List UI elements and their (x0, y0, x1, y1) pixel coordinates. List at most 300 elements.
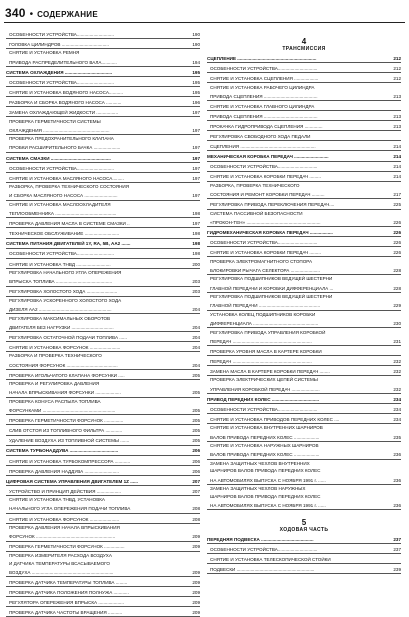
toc-entry-page: 226 (393, 250, 401, 256)
toc-entry-title: ПРОВЕРКА ИЗМЕРИТЕЛЯ РАСХОДА ВОЗДУХА (9, 552, 112, 558)
toc-entry-page: 230 (393, 320, 401, 326)
toc-entry-title: ПРИВОДА РАСПРЕДЕЛИТЕЛЬНОГО ВАЛА............ (9, 59, 117, 65)
toc-entry-page: 206 (192, 458, 200, 464)
toc-entry[interactable] (6, 125, 200, 135)
toc-entry[interactable] (6, 218, 200, 228)
toc-entry-page: 236 (393, 452, 401, 458)
toc-entry-page: 228 (393, 267, 401, 273)
toc-entry[interactable] (6, 542, 200, 552)
toc-entry-title: СИСТЕМА ТУРБОНАДДУВА ...................................... (6, 448, 119, 454)
toc-entry[interactable] (6, 531, 200, 541)
toc-entry-page: 197 (192, 145, 200, 151)
section-title: ХОДОВАЯ ЧАСТЬ (279, 527, 329, 534)
toc-entry-page: 195 (192, 79, 200, 85)
toc-entry[interactable] (207, 564, 401, 574)
toc-entry[interactable] (6, 360, 200, 370)
toc-entry-page: 205 (192, 428, 200, 434)
toc-entry-page: 203 (192, 289, 200, 295)
toc-entry-page: 198 (192, 211, 200, 217)
toc-entry[interactable] (6, 486, 200, 496)
toc-entry[interactable] (6, 607, 200, 617)
toc-entry[interactable] (207, 275, 401, 283)
toc-entry[interactable] (207, 394, 401, 404)
toc-entry-page: 205 (192, 372, 200, 378)
toc-entry-title: СНЯТИЕ И УСТАНОВКА ТНВД ........................... (9, 261, 111, 267)
toc-entry-page: 226 (393, 240, 401, 246)
toc-entry-title: СНЯТИЕ И УСТАНОВКА СЦЕПЛЕНИЯ ................... (210, 75, 319, 81)
toc-entry-title: ПРОВЕРКА ГЕРМЕТИЧНОСТИ СИСТЕМЫ (9, 118, 101, 124)
toc-entry[interactable] (207, 500, 401, 510)
toc-entry-title: УПРАВЛЕНИЯ КОРОБКОЙ ПЕРЕДАЧ ...................... (210, 386, 320, 392)
toc-entry-page: 208 (192, 506, 200, 512)
toc-entry[interactable] (207, 414, 401, 424)
toc-entry-title: РЕГУЛИРОВКА ОСТАТОЧНОЙ ПОДАЧИ ТОПЛИВА ...... (9, 334, 127, 340)
toc-entry[interactable] (6, 239, 200, 249)
toc-entry[interactable] (207, 492, 401, 500)
toc-entry-page: 209 (192, 589, 200, 595)
toc-entry[interactable] (207, 83, 401, 91)
toc-entry[interactable] (6, 597, 200, 607)
toc-entry-title: ДИЗЕЛЯ АА2 ......................................................... (9, 307, 112, 313)
toc-entry-title: СИСТЕМА ПИТАНИЯ ДВИГАТЕЛЕЙ 1Y, RA, 5В, АА2 ....... (6, 241, 131, 247)
toc-entry[interactable] (6, 425, 200, 435)
toc-entry[interactable] (6, 524, 200, 532)
toc-entry-title: ПРОВЕРКА ПРЕДОХРАНИТЕЛЬНОГО КЛАПАНА (9, 136, 114, 142)
toc-entry[interactable] (207, 328, 401, 336)
toc-entry[interactable] (6, 153, 200, 163)
toc-entry-title: ПРОВЕРКА ДАВЛЕНИЯ МАСЛА В СИСТЕМЕ СМАЗКИ .. (9, 221, 130, 227)
toc-entry[interactable] (6, 276, 200, 286)
toc-entry[interactable] (6, 415, 200, 425)
toc-entry[interactable] (207, 189, 401, 199)
toc-entry-title: СОСТОЯНИЯ И РЕМОНТ КОРОБКИ ПЕРЕДАЧ .......... (210, 192, 325, 198)
toc-entry-title: ВАЛОВ ПРИВОДА ПЕРЕДНИХ КОЛЕС .................... (210, 434, 320, 440)
toc-entry[interactable] (207, 404, 401, 414)
toc-entry[interactable] (6, 332, 200, 342)
toc-entry-page: 208 (192, 516, 200, 522)
toc-right-column (207, 29, 401, 574)
toc-entry[interactable] (6, 559, 200, 567)
toc-entry-title: СНЯТИЕ И УСТАНОВКА ВНУТРЕННИХ ШАРНИРОВ (210, 425, 323, 431)
toc-entry[interactable] (207, 217, 401, 227)
toc-entry-title: ОСОБЕННОСТИ УСТРОЙСТВА............................... (210, 546, 318, 552)
toc-entry[interactable] (207, 449, 401, 459)
toc-entry-title: ШАРНИРОВ ВАЛОВ ПРИВОДА ПЕРЕДНИХ КОЛЕС (210, 493, 321, 499)
toc-entry[interactable] (6, 476, 200, 486)
toc-entry-page: 204 (192, 344, 200, 350)
toc-section-heading (207, 29, 401, 53)
toc-entry[interactable] (207, 283, 401, 293)
toc-entry[interactable] (6, 39, 200, 49)
toc-entry[interactable] (6, 514, 200, 524)
toc-entry[interactable] (207, 346, 401, 356)
toc-entry[interactable] (207, 101, 401, 111)
toc-entry-page: 214 (393, 164, 401, 170)
toc-entry-title: ОСОБЕННОСТИ УСТРОЙСТВА............................. (9, 251, 114, 257)
toc-entry[interactable] (207, 247, 401, 257)
toc-entry-title: ПРОВЕРКА И РЕГУЛИРОВКА ДАВЛЕНИЯ (9, 381, 100, 387)
toc-entry[interactable] (6, 287, 200, 297)
toc-entry[interactable] (207, 534, 401, 544)
toc-entry-title: СНЯТИЕ И УСТАНОВКА КОРОБКИ ПЕРЕДАЧ ......... (210, 174, 321, 180)
toc-entry-title: СЦЕПЛЕНИЯ ........................................................... (210, 144, 316, 150)
toc-entry-title: СНЯТИЕ И УСТАНОВКА ТЕЛЕСКОПИЧЕСКОЙ СТОЙКИ (210, 557, 331, 563)
toc-entry-title: СНЯТИЕ И УСТАНОВКА ФОРСУНОК ........................ (9, 344, 121, 350)
toc-entry-page: 204 (192, 324, 200, 330)
toc-entry-title: УДАЛЕНИЕ ВОЗДУХА ИЗ ТОПЛИВНОЙ СИСТЕМЫ ....... (9, 438, 130, 444)
toc-entry-title: СНЯТИЕ И УСТАНОВКА МАСЛООХЛАДИТЕЛЯ (9, 201, 111, 207)
toc-entry-title: ПРОБКИ РАСШИРИТЕЛЬНОГО БАЧКА ..................... (9, 145, 121, 151)
toc-entry-page: 234 (393, 406, 401, 412)
toc-entry-title: ПРОВЕРКА ЭЛЕКТРИЧЕСКИХ ЦЕПЕЙ СИСТЕМЫ (210, 377, 318, 383)
toc-entry[interactable] (207, 442, 401, 450)
toc-entry-page: 204 (192, 362, 200, 368)
toc-entry-title: УСТРОЙСТВО И ПРИНЦИП ДЕЙСТВИЯ ................... (9, 488, 121, 494)
toc-entry-title: РЕГУЛИРОВКА МАКСИМАЛЬНЫХ ОБОРОТОВ (9, 315, 111, 321)
toc-entry-page: 214 (393, 144, 401, 150)
toc-entry[interactable] (6, 117, 200, 125)
toc-entry[interactable] (6, 173, 200, 183)
toc-entry-page: 236 (393, 477, 401, 483)
toc-entry-title: ВАЛОВ ПРИВОДА ПЕРЕДНИХ КОЛЕС .................... (210, 452, 320, 458)
toc-entry[interactable] (207, 210, 401, 218)
toc-entry[interactable] (207, 544, 401, 554)
toc-entry-title: ПРИВОД ПЕРЕДНИХ КОЛЕС ..................................... (207, 396, 320, 402)
toc-entry[interactable] (6, 107, 200, 117)
toc-entry-title: РЕГУЛЯТОРА ОПЕРЕЖЕНИЯ ВПРЫСКА .................... (9, 599, 124, 605)
toc-entry-page: 214 (393, 154, 401, 160)
toc-entry[interactable] (6, 49, 200, 57)
toc-entry-page: 225 (393, 202, 401, 208)
toc-entry[interactable] (6, 29, 200, 39)
toc-entry-title: СНЯТИЕ И УСТАНОВКА ТУРБОКОМПРЕССОРА ............ (9, 458, 131, 464)
toc-entry-title: ОХЛАЖДЕНИЯ .................................................... (9, 127, 110, 133)
toc-entry-page: 205 (192, 408, 200, 414)
toc-entry-title: ЦИФРОВАЯ СИСТЕМА УПРАВЛЕНИЯ ДВИГАТЕЛЕМ 1Z ...... (6, 478, 138, 484)
toc-entry-page: 209 (192, 579, 200, 585)
toc-entry[interactable] (207, 265, 401, 275)
toc-entry[interactable] (6, 405, 200, 415)
toc-entry-title: ЗАМЕНА МАСЛА В КАРТЕРЕ КОРОБКИ ПЕРЕДАЧ ........ (210, 368, 330, 374)
toc-entry[interactable] (6, 370, 200, 380)
toc-entry-page: 213 (393, 93, 401, 99)
toc-entry[interactable] (6, 57, 200, 67)
toc-entry[interactable] (6, 249, 200, 259)
toc-entry[interactable] (6, 466, 200, 476)
toc-entry[interactable] (6, 577, 200, 587)
toc-entry[interactable] (6, 552, 200, 560)
toc-entry-title: СНЯТИЕ И УСТАНОВКА ВОДЯНОГО НАСОСА........... (9, 89, 123, 95)
toc-entry-title: СИСТЕМА СМАЗКИ ............................................... (6, 155, 111, 161)
toc-entry-page: 197 (192, 193, 200, 199)
toc-entry[interactable] (6, 496, 200, 504)
toc-entry-page: 237 (393, 546, 401, 552)
toc-entry[interactable] (6, 67, 200, 77)
toc-entry[interactable] (6, 446, 200, 456)
toc-entry-title: ПЕРЕДНЯЯ ПОДВЕСКА ......................................... (207, 536, 314, 542)
toc-entry-page: 205 (192, 438, 200, 444)
toc-entry[interactable] (6, 587, 200, 597)
toc-entry[interactable] (207, 91, 401, 101)
toc-entry[interactable] (6, 183, 200, 191)
toc-entry-title: СНЯТИЕ И УСТАНОВКА МАСЛЯНОГО НАСОСА......... (9, 175, 124, 181)
toc-entry-page: 232 (393, 386, 401, 392)
toc-entry-title: ПРОВЕРКА ДАВЛЕНИЯ НАЧАЛА ВПРЫСКИВАНИЯ (9, 525, 120, 531)
toc-left-column (6, 29, 200, 617)
toc-entry-title: СНЯТИЕ И УСТАНОВКА РЕМНЯ (9, 50, 80, 56)
toc-entry[interactable] (6, 228, 200, 238)
toc-entry[interactable] (6, 259, 200, 269)
toc-entry-page: 226 (393, 229, 401, 235)
toc-entry-title: ПРОВЕРКА УРОВНЯ МАСЛА В КАРТЕРЕ КОРОБКИ (210, 348, 322, 354)
toc-entry-title: РЕГУЛИРОВКА ПОДШИПНИКОВ ВЕДУЩЕЙ ШЕСТЕРНИ (210, 276, 333, 282)
toc-entry-page: 213 (393, 113, 401, 119)
toc-entry-page: 209 (192, 569, 200, 575)
toc-entry-page: 198 (192, 251, 200, 257)
toc-entry[interactable] (6, 436, 200, 446)
toc-entry[interactable] (207, 432, 401, 442)
toc-entry-title: ОСОБЕННОСТИ УСТРОЙСТВА............................... (210, 65, 318, 71)
toc-entry-page: 190 (192, 41, 200, 47)
toc-entry-page: 226 (393, 219, 401, 225)
toc-entry[interactable] (207, 199, 401, 209)
toc-entry[interactable] (6, 504, 200, 514)
toc-entry[interactable] (6, 87, 200, 97)
toc-entry-title: ПОДВЕСКИ ............................................................. (210, 567, 315, 573)
toc-entry-title: ОСОБЕННОСТИ УСТРОЙСТВА............................. (9, 31, 114, 37)
toc-entry[interactable] (207, 554, 401, 564)
toc-entry-title: ОСОБЕННОСТИ УСТРОЙСТВА............................. (9, 165, 114, 171)
toc-entry[interactable] (207, 356, 401, 366)
toc-entry[interactable] (207, 366, 401, 376)
toc-entry-page: 228 (393, 285, 401, 291)
toc-entry[interactable] (6, 208, 200, 218)
toc-entry[interactable] (207, 162, 401, 172)
toc-entry-page: 236 (393, 502, 401, 508)
toc-entry-title: СЦЕПЛЕНИЕ .............................................................. (207, 55, 317, 61)
toc-entry-page: 197 (192, 155, 200, 161)
toc-entry[interactable] (207, 293, 401, 301)
toc-entry-page: 195 (192, 89, 200, 95)
toc-entry[interactable] (207, 121, 401, 131)
toc-entry-title: СНЯТИЕ И УСТАНОВКА ГЛАВНОГО ЦИЛИНДРА (210, 103, 315, 109)
toc-entry-title: ГИДРОМЕХАНИЧЕСКАЯ КОРОБКА ПЕРЕДАЧ .................. (207, 229, 333, 235)
toc-entry-title: ПРИВОДА СЦЕПЛЕНИЯ .......................................... (210, 93, 318, 99)
toc-entry-title: ДИФФЕРЕНЦИАЛА ................................................... (210, 320, 319, 326)
toc-entry[interactable] (207, 336, 401, 346)
toc-entry-page: 190 (192, 31, 200, 37)
toc-entry[interactable] (6, 388, 200, 398)
toc-entry[interactable] (207, 227, 401, 237)
toc-entry-title: «ПРОКОН-ТЕН» .......................................................... (210, 219, 321, 225)
toc-entry[interactable] (6, 314, 200, 322)
toc-entry[interactable] (6, 322, 200, 332)
page-header (5, 6, 98, 20)
toc-entry-page: 194 (192, 59, 200, 65)
toc-entry-page: 212 (393, 55, 401, 61)
toc-entry-page: 209 (192, 599, 200, 605)
toc-entry-page: 209 (192, 610, 200, 616)
toc-entry[interactable] (6, 380, 200, 388)
toc-entry-title: НА АВТОМОБИЛЯХ ВЫПУСКА С НОЯБРЯ 1991 г. ...... (210, 502, 326, 508)
toc-entry[interactable] (6, 191, 200, 201)
toc-entry[interactable] (6, 342, 200, 352)
toc-entry-page: 198 (192, 231, 200, 237)
toc-entry-page: 207 (192, 478, 200, 484)
toc-entry-title: ФОРСУНКАМИ ......................................................... (9, 408, 116, 414)
toc-entry-title: СЛИВ ОТСТОЯ ИЗ ТОПЛИВНОГО ФИЛЬТРА ............. (9, 428, 123, 434)
toc-entry[interactable] (6, 567, 200, 577)
toc-entry-page: 203 (192, 279, 200, 285)
toc-entry-title: ОСОБЕННОСТИ УСТРОЙСТВА............................... (210, 240, 318, 246)
section-title: ТРАНСМИССИЯ (282, 46, 326, 52)
toc-entry-title: ПРИВОДА СЦЕПЛЕНИЯ .......................................... (210, 113, 318, 119)
toc-entry-title: ТЕПЛООБМЕННИКА ................................................ (9, 211, 117, 217)
toc-entry[interactable] (207, 460, 401, 468)
toc-entry-title: СОСТОЯНИЯ ФОРСУНОК ........................................ (9, 362, 118, 368)
toc-entry-title: ФОРСУНОК .............................................................. (9, 534, 116, 540)
toc-entry-title: ОСОБЕННОСТИ УСТРОЙСТВА............................... (210, 406, 318, 412)
toc-entry[interactable] (207, 111, 401, 121)
toc-entry-title: ТЕХНИЧЕСКОЕ ОБСЛУЖИВАНИЕ ........................... (9, 231, 120, 237)
toc-entry[interactable] (6, 352, 200, 360)
toc-entry-page: 212 (393, 75, 401, 81)
toc-entry-page: 206 (192, 448, 200, 454)
toc-entry-page: 197 (192, 221, 200, 227)
toc-entry[interactable] (207, 73, 401, 83)
toc-entry-title: ЗАМЕНА ЗАЩИТНЫХ ЧЕХЛОВ НАРУЖНЫХ (210, 486, 306, 492)
toc-entry[interactable] (6, 163, 200, 173)
header-separator: • (29, 9, 34, 20)
toc-entry-title: ЗАМЕНА ЗАЩИТНЫХ ЧЕХЛОВ ВНУТРЕННИХ (210, 460, 310, 466)
toc-entry-title: ПЕРЕДАЧ .............................................................. (210, 358, 312, 364)
toc-entry-title: РЕГУЛИРОВКА ПОДШИПНИКОВ ВЕДУЩЕЙ ШЕСТЕРНИ (210, 294, 333, 300)
toc-entry-title: ПРОВЕРКА ДАВЛЕНИЯ НАДДУВА ........................... (9, 468, 119, 474)
toc-entry-title: СНЯТИЕ И УСТАНОВКА НАРУЖНЫХ ШАРНИРОВ (210, 443, 319, 449)
toc-entry-title: ДВИГАТЕЛЯ БЕЗ НАГРУЗКИ ................................. (9, 324, 114, 330)
toc-entry-page: 196 (192, 99, 200, 105)
toc-entry[interactable] (207, 384, 401, 394)
toc-entry[interactable] (207, 376, 401, 384)
toc-entry[interactable] (207, 63, 401, 73)
toc-entry-page: 232 (393, 368, 401, 374)
toc-entry[interactable] (207, 257, 401, 265)
toc-entry[interactable] (207, 141, 401, 151)
toc-entry[interactable] (207, 475, 401, 485)
toc-entry[interactable] (207, 237, 401, 247)
toc-entry-page: 234 (393, 396, 401, 402)
toc-entry-page: 206 (192, 468, 200, 474)
toc-entry-page: 200 (192, 261, 200, 267)
toc-entry-title: ПРОВЕРКА ИГОЛЬЧАТОГО КЛАПАНА ФОРСУНКИ ..... (9, 372, 125, 378)
toc-entry-page: 205 (192, 418, 200, 424)
toc-entry-title: ПРОВЕРКА ДАТЧИКА ЧАСТОТЫ ВРАЩЕНИЯ ........... (9, 610, 123, 616)
toc-entry-page: 235 (393, 434, 401, 440)
toc-entry[interactable] (207, 424, 401, 432)
toc-entry[interactable] (6, 456, 200, 466)
toc-entry[interactable] (207, 172, 401, 182)
section-number: 5 (301, 518, 307, 528)
toc-entry[interactable] (207, 182, 401, 190)
toc-entry-page: 204 (192, 307, 200, 313)
toc-entry-title: НАЧАЛЬНОГО УГЛА ОПЕРЕЖЕНИЯ ПОДАЧИ ТОПЛИВА (9, 506, 131, 512)
toc-entry[interactable] (207, 53, 401, 63)
toc-entry-title: ПРОВЕРКА ДАТЧИКА ТЕМПЕРАТУРЫ ТОПЛИВА ......... (9, 579, 128, 585)
toc-entry-title: СНЯТИЕ И УСТАНОВКА ТНВД, УСТАНОВКА (9, 497, 105, 503)
toc-entry-title: И СБОРКА МАСЛЯНОГО НАСОСА .......................... (9, 193, 118, 199)
toc-entry-page: 214 (393, 174, 401, 180)
toc-entry-title: ГОЛОВКА ЦИЛИНДРОВ ..................................... (9, 41, 109, 47)
toc-entry[interactable] (207, 311, 401, 319)
toc-entry-title: СНЯТИЕ И УСТАНОВКА ПРИВОДОВ ПЕРЕДНИХ КОЛЕС .... (210, 416, 340, 422)
toc-entry[interactable] (6, 135, 200, 143)
toc-entry[interactable] (207, 467, 401, 475)
toc-entry-page: 204 (192, 334, 200, 340)
toc-entry-title: ПРОВЕРКА ЭЛЕКТРОМАГНИТНОГО СТОПОРА (210, 258, 313, 264)
toc-entry[interactable] (207, 300, 401, 310)
toc-entry[interactable] (6, 304, 200, 314)
section-number: 4 (301, 37, 307, 46)
toc-entry-page: 212 (393, 65, 401, 71)
toc-entry[interactable] (6, 269, 200, 277)
toc-entry-title: РАЗБОРКА, ПРОВЕРКА ТЕХНИЧЕСКОГО СОСТОЯНИЯ (9, 184, 130, 190)
toc-entry[interactable] (6, 143, 200, 153)
toc-entry[interactable] (207, 485, 401, 493)
toc-entry[interactable] (6, 398, 200, 406)
toc-entry-title: РЕГУЛИРОВКА ХОЛОСТОГО ХОДА ........................ (9, 289, 118, 295)
toc-entry-title: НА АВТОМОБИЛЯХ ВЫПУСКА С НОЯБРЯ 1991 г. ...... (210, 477, 326, 483)
toc-entry[interactable] (207, 151, 401, 161)
toc-entry-title: ПРОВЕРКА ГЕРМЕТИЧНОСТИ ФОРСУНОК ................ (9, 544, 125, 550)
toc-entry[interactable] (6, 201, 200, 209)
toc-entry[interactable] (6, 77, 200, 87)
toc-entry-title: СНЯТИЕ И УСТАНОВКА РАБОЧЕГО ЦИЛИНДРА (210, 84, 315, 90)
toc-entry-title: РЕГУЛИРОВКА НАЧАЛЬНОГО УГЛА ОПЕРЕЖЕНИЯ (9, 270, 122, 276)
toc-entry-page: 239 (393, 567, 401, 573)
toc-entry-page: 232 (393, 358, 401, 364)
toc-entry-title: И ДАТЧИКА ТЕМПЕРАТУРЫ ВСАСЫВАЕМОГО (9, 560, 110, 566)
toc-entry-page: 197 (192, 110, 200, 116)
page-title: СОДЕРЖАНИЕ (37, 10, 98, 19)
toc-entry-page: 209 (192, 534, 200, 540)
toc-entry-page: 198 (192, 241, 200, 247)
toc-entry-title: РЕГУЛИРОВКА УСКОРЕННОГО ХОЛОСТОГО ХОДА (9, 297, 122, 303)
toc-entry-page: 205 (192, 390, 200, 396)
page-number: 340 (5, 6, 26, 20)
toc-entry-title: РАЗБОРКА И ПРОВЕРКА ТЕХНИЧЕСКОГО (9, 353, 102, 359)
toc-entry-title: ВПРЫСКА ТОПЛИВА ............................................ (9, 279, 113, 285)
toc-entry-title: ПЕРЕДАЧ .............................................................. (210, 338, 312, 344)
toc-entry-page: 234 (393, 416, 401, 422)
toc-entry-title: ВОЗДУХА ................................................................ (9, 569, 114, 575)
toc-entry-title: ПРОКАЧКА ГИДРОПРИВОДА СЦЕПЛЕНИЯ .............. (210, 123, 323, 129)
toc-section-heading (207, 510, 401, 534)
toc-entry[interactable] (6, 97, 200, 107)
toc-entry-page: 197 (192, 175, 200, 181)
toc-entry[interactable] (207, 131, 401, 141)
toc-entry-title: ГЛАВНОЙ ПЕРЕДАЧИ ................................................ (210, 303, 321, 309)
toc-entry-page: 237 (393, 536, 401, 542)
toc-entry[interactable] (6, 297, 200, 305)
toc-entry-page: 229 (393, 303, 401, 309)
toc-entry-title: УСТАНОВКА КОЛЕЦ ПОДШИПНИКОВ КОРОБКИ (210, 311, 316, 317)
toc-entry-page: 197 (192, 165, 200, 171)
toc-entry-title: РЕГУЛИРОВКА ПРИВОДА ПЕРЕКЛЮЧЕНИЯ ПЕРЕДАЧ.... (210, 202, 335, 208)
toc-entry[interactable] (207, 318, 401, 328)
toc-entry-title: СНЯТИЕ И УСТАНОВКА ФОРСУНОК ....................... (9, 516, 120, 522)
toc-entry-title: РАЗБОРКА, ПРОВЕРКА ТЕХНИЧЕСКОГО (210, 183, 300, 189)
toc-entry-title: ПРОВЕРКА ГЕРМЕТИЧНОСТИ ФОРСУНОК ............... (9, 418, 124, 424)
